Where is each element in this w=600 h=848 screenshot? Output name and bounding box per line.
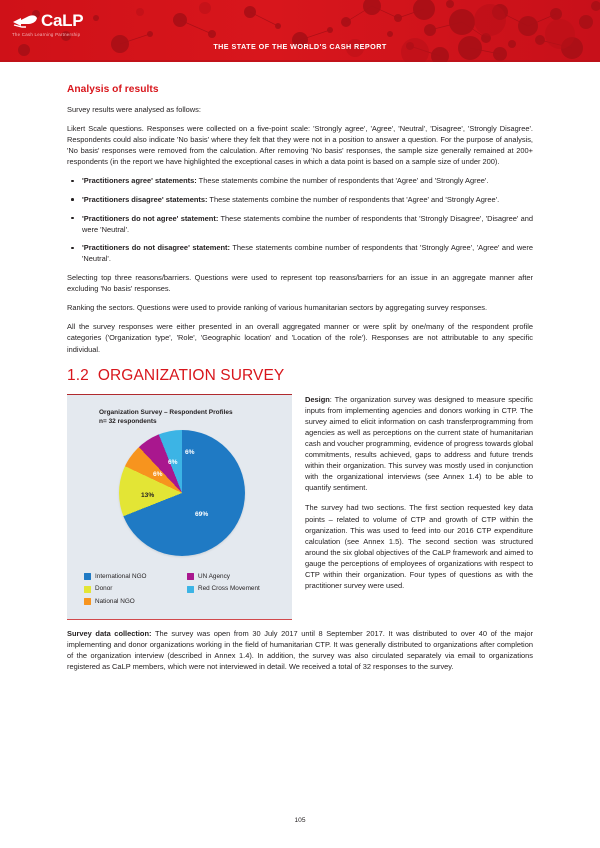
banner-bottom-rule [0, 60, 600, 62]
analysis-heading: Analysis of results [67, 84, 159, 95]
chart-subtitle: n= 32 respondents [99, 417, 157, 425]
list-item [67, 175, 533, 186]
bullet-term: 'Practitioners agree' statements: [82, 176, 197, 186]
design-text: : The organization survey was designed to measure specific inputs from implementing agencies and donors working in CTP. The survey aimed to elicit information on cash transferprogramming from agencies as well as perceptions on the current state of humanitarian cash and voucher programming, evidence of progress towards global commitments, results achieved, gaps to address and future trends within their organization. This survey was mostly used in conjunction with the organizational interviews (see Annex 1.4) to be able to quantify sentiment. [305, 394, 533, 493]
pie-graphic [119, 430, 245, 556]
legend-swatch-icon [84, 573, 91, 580]
pie-slice-label-red-cross-movement: 6% [185, 448, 195, 456]
top-three-paragraph: Selecting top three reasons/barriers. Questions were used to represent top reasons/barriers for an issue in an aggregate manner after excluding 'No basis' responses. [67, 273, 533, 294]
legend-label: Red Cross Movement [198, 585, 260, 593]
calp-logo [12, 12, 83, 37]
legend-item-donor [84, 585, 187, 593]
list-item [67, 194, 533, 205]
bullet-text: These statements combine the number of respondents that 'Agree' and 'Strongly Agree'. [207, 195, 500, 205]
page-title: ORGANIZATION SURVEY [97, 366, 285, 384]
two-column-region [67, 394, 533, 621]
pie-slice-label-national-ngo: 6% [153, 470, 163, 478]
page-content [67, 84, 533, 680]
legend-label: International NGO [95, 572, 147, 580]
legend-item-un-agency [187, 573, 290, 581]
page-number: 105 [294, 817, 306, 824]
pie-chart-area [67, 426, 292, 570]
legend-label: Donor [95, 585, 113, 593]
legend-item-red-cross-movement [187, 585, 290, 593]
chart-title [99, 408, 284, 426]
bullet-text: These statements combine number of respondents that 'Strongly Agree', 'Agree' and were 'Neutral'. [82, 243, 533, 264]
bullet-term: 'Practitioners disagree' statements: [82, 195, 208, 205]
page-header-banner [0, 0, 600, 62]
bullet-dot-icon [71, 217, 74, 220]
bullet-text: These statements combine the number of respondents that 'Agree' and 'Strongly Agree'. [196, 176, 489, 186]
chapter-heading [67, 367, 533, 385]
legend-swatch-icon [187, 573, 194, 580]
data-collection-term: Survey data collection: [67, 629, 152, 639]
pie-slice-label-donor: 13% [141, 491, 155, 499]
list-item [67, 213, 533, 235]
description-column [305, 394, 533, 601]
logo-wordmark: CaLP [41, 11, 84, 30]
report-title: THE STATE OF THE WORLD'S CASH REPORT [213, 42, 387, 51]
molecular-pattern-graphic [0, 0, 600, 62]
statement-definitions-list [67, 175, 533, 264]
legend-item-national-ngo [84, 598, 187, 606]
analysis-intro: Survey results were analysed as follows: [67, 105, 201, 114]
chart-legend [84, 573, 290, 611]
chart-title-main: Organization Survey – Respondent Profiles [99, 408, 233, 416]
chapter-number: 1.2 [67, 366, 89, 384]
bullet-dot-icon [71, 180, 74, 183]
logo-tagline: The Cash Learning Partnership [12, 32, 81, 37]
legend-label: National NGO [95, 597, 135, 605]
chart-column [67, 394, 292, 621]
likert-paragraph: Likert Scale questions. Responses were collected on a five-point scale: 'Strongly agree', 'Agree', 'Neutral', 'Disagree', 'Strongly Disagree'. Respondents could also indicate 'No basis' where they felt that they were not in a position to answer a question. For the purpose of analysis, 'No basis' responses were removed from the calculation. After removing 'No basis' responses, the sample size generally remained at 200+ respondents (in the report we have highlighted the exceptional cases in which a data point is based on a sample size of under 200). [67, 124, 533, 167]
respondent-profiles-chart [67, 394, 292, 621]
legend-label: UN Agency [198, 572, 230, 580]
design-paragraph [305, 394, 533, 494]
data-collection-text: The survey was open from 30 July 2017 until 8 September 2017. It was distributed to over 40 of the major implementing and donor organizations working in the field of humanitarian CTP. It was generally distributed to organizations after completion of the organization interview (described in Annex 1.4). In addition, the survey was also circulated separately via email to organizations registered as CaLP members, which were not interviewed in detail. We received a total of 32 responses to the survey. [67, 629, 533, 672]
aggregation-paragraph: All the survey responses were either presented in an overall aggregated manner or were split by one/many of the respondent profile categories ('Organization type', 'Role', 'Geographic location' and 'Location of the role'). Responses are not attributable to any specific individual. [67, 322, 533, 354]
pie-slice-label-international-ngo: 69% [195, 510, 209, 518]
bullet-dot-icon [71, 198, 74, 201]
ranking-paragraph: Ranking the sectors. Questions were used to provide ranking of various humanitarian sectors by aggregating survey responses. [67, 303, 488, 313]
list-item [67, 242, 533, 264]
legend-swatch-icon [84, 598, 91, 605]
data-collection-paragraph [67, 628, 533, 672]
bullet-text: These statements combine the number of respondents that 'Strongly Disagree', 'Disagree' and were 'Neutral'. [82, 213, 533, 234]
legend-item-international-ngo [84, 573, 187, 581]
bullet-dot-icon [71, 247, 74, 250]
legend-swatch-icon [187, 586, 194, 593]
bullet-term: 'Practitioners do not disagree' statement: [82, 243, 230, 253]
pie-slice-label-un-agency: 6% [168, 458, 178, 466]
hand-logo-icon [12, 13, 38, 29]
bullet-term: 'Practitioners do not agree' statement: [82, 213, 219, 223]
legend-swatch-icon [84, 586, 91, 593]
design-term: Design [305, 394, 330, 404]
sections-paragraph: The survey had two sections. The first section requested key data points – related to volume of CTP and growth of CTP within the organization. This was used to feed into our 2016 CTP expenditure calculation (see Annex 1.5). The second section was structured around the six global objectives of the CaLP framework and aimed to gauge the perceptions of employees of organizations with respect to CTP within their organization. Four types of questions as with the practitioner survey were used. [305, 503, 533, 591]
